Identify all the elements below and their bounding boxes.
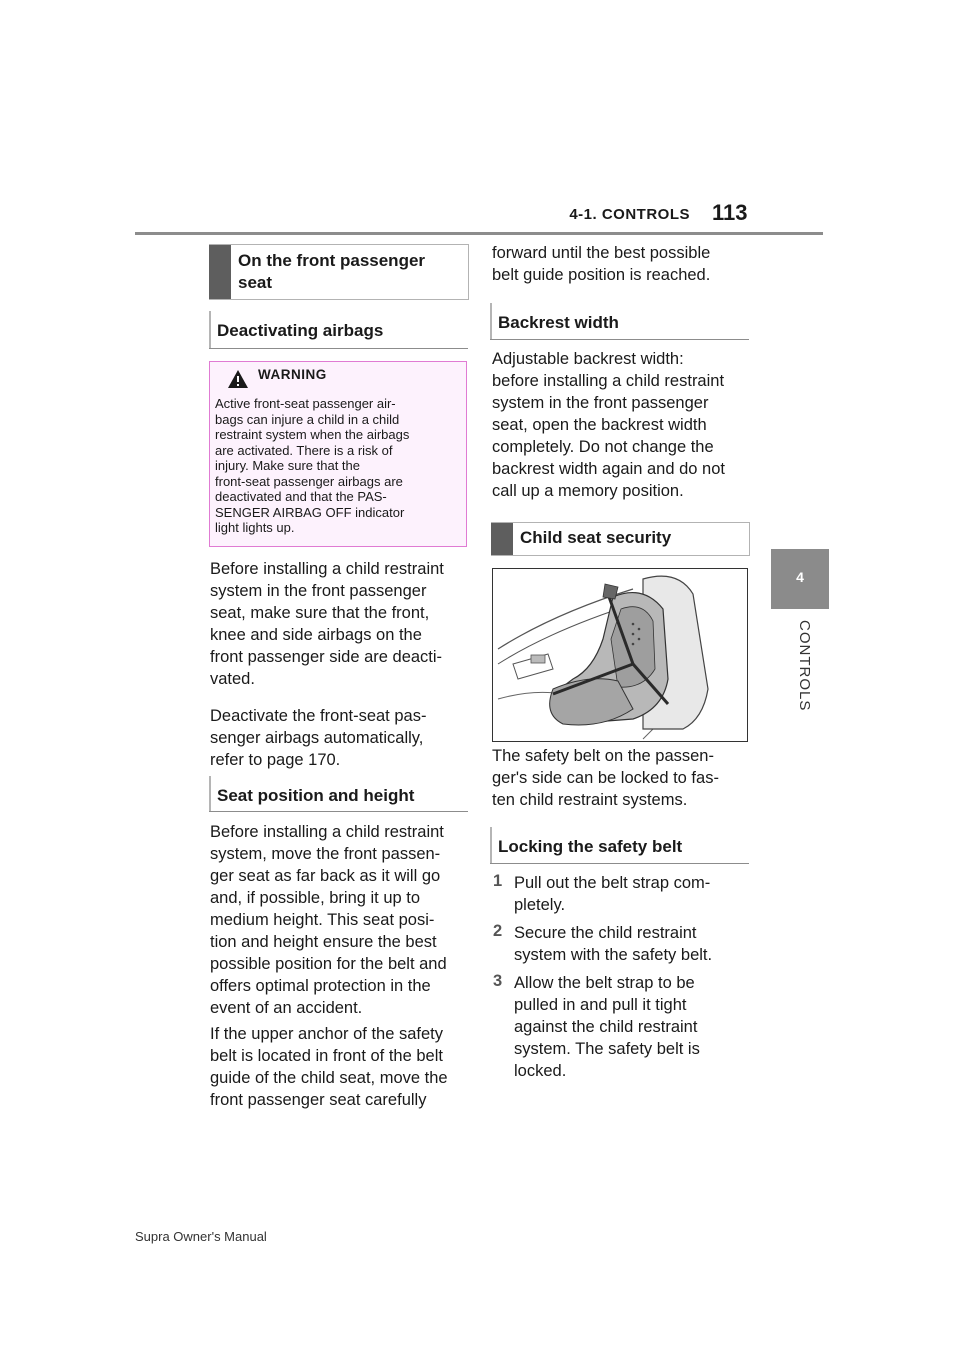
heading-bar	[209, 776, 211, 811]
text-line: pulled in and pull it tight	[514, 996, 687, 1014]
heading-bar	[490, 827, 492, 863]
text-line: guide of the child seat, move the	[210, 1069, 448, 1087]
heading-locking-safety-belt	[490, 827, 749, 864]
paragraph-safety-belt	[492, 745, 754, 811]
text-line: Adjustable backrest width:	[492, 350, 684, 368]
text-line: medium height. This seat posi-	[210, 911, 435, 929]
text-line: system, move the front passen-	[210, 845, 441, 863]
text-line: locked.	[514, 1062, 567, 1080]
text-line: seat, open the backrest width	[492, 416, 707, 434]
text-line: pletely.	[514, 896, 566, 914]
warning-line: restraint system when the airbags	[215, 427, 410, 442]
text-line: before installing a child restraint	[492, 372, 725, 390]
warning-triangle-icon	[227, 369, 249, 389]
text-line: Before installing a child restraint	[210, 823, 444, 841]
heading-backrest-width	[490, 303, 749, 340]
step-text	[514, 922, 754, 966]
text-line: tion and height ensure the best	[210, 933, 437, 951]
text-line: Pull out the belt strap com-	[514, 874, 711, 892]
text-line: If the upper anchor of the safety	[210, 1025, 443, 1043]
child-seat-illustration	[492, 568, 748, 742]
paragraph-continued	[492, 242, 754, 286]
warning-line: injury. Make sure that the	[215, 458, 360, 473]
text-line: and, if possible, bring it up to	[210, 889, 421, 907]
heading-child-seat-security	[491, 522, 750, 556]
chapter-label	[787, 620, 827, 730]
text-line: Deactivate the front-seat pas-	[210, 707, 427, 725]
paragraph-deactivate-automatically	[210, 705, 470, 771]
text-line: possible position for the belt and	[210, 955, 447, 973]
text-line: completely. Do not change the	[492, 438, 714, 456]
paragraph-upper-anchor	[210, 1023, 472, 1111]
warning-line: bags can injure a child in a child	[215, 411, 400, 427]
heading-text: On the front passenger seat	[238, 251, 426, 292]
paragraph-before-installing	[210, 558, 470, 690]
warning-line: are activated. There is a risk of	[215, 442, 393, 458]
child-seat-drawing	[493, 569, 747, 741]
warning-line: deactivated and that the PAS-	[215, 489, 387, 504]
paragraph-backrest-width	[492, 348, 754, 502]
text-line: call up a memory position.	[492, 482, 684, 500]
text-line: ger seat as far back as it will go	[210, 867, 441, 885]
heading-bar	[490, 303, 492, 339]
header-rule	[135, 232, 823, 235]
text-line: event of an accident.	[210, 999, 363, 1017]
text-line: front passenger side are deacti-	[210, 648, 443, 666]
text-line: seat, make sure that the front,	[210, 604, 430, 622]
heading-text: Seat position and height	[217, 786, 415, 805]
text-line: Allow the belt strap to be	[514, 974, 695, 992]
step-number: 3	[493, 972, 503, 990]
text-line: system. The safety belt is	[514, 1040, 700, 1058]
text-line: front passenger seat carefully	[210, 1091, 427, 1109]
heading-block-bar	[491, 523, 513, 555]
text-line: ten child restraint systems.	[492, 791, 688, 809]
text-line: knee and side airbags on the	[210, 626, 422, 644]
warning-line: front-seat passenger airbags are	[215, 473, 403, 489]
text-line: The safety belt on the passen-	[492, 747, 714, 765]
section-title: 4-1. CONTROLS	[569, 206, 690, 223]
text-line: forward until the best possible	[492, 244, 711, 262]
chapter-number: 4	[796, 569, 804, 585]
heading-text: Child seat security	[520, 528, 672, 547]
warning-line: Active front-seat passenger air-	[215, 396, 396, 411]
text-line: offers optimal protection in the	[210, 977, 431, 995]
heading-text: Locking the safety belt	[498, 837, 683, 856]
warning-text	[215, 396, 465, 536]
warning-title: WARNING	[258, 367, 327, 382]
step-number: 2	[493, 922, 503, 940]
heading-text: Backrest width	[498, 313, 619, 332]
text-line: ger's side can be locked to fas-	[492, 769, 719, 787]
chapter-label-text: CONTROLS	[796, 620, 813, 712]
heading-block-bar	[209, 245, 231, 299]
footer-manual-name: Supra Owner's Manual	[135, 1229, 267, 1244]
paragraph-seat-position	[210, 821, 472, 1019]
text-line: vated.	[210, 670, 255, 688]
text-line: belt guide position is reached.	[492, 266, 711, 284]
warning-line: light lights up.	[215, 520, 295, 535]
heading-bar	[209, 311, 211, 348]
text-line: Before installing a child restraint	[210, 560, 444, 578]
heading-text: Deactivating airbags	[217, 321, 384, 340]
text-line: backrest width again and do not	[492, 460, 725, 478]
step-number: 1	[493, 872, 503, 890]
text-line: belt is located in front of the belt	[210, 1047, 443, 1065]
page-number: 113	[712, 200, 748, 225]
text-line: system in the front passenger	[492, 394, 709, 412]
step-text	[514, 972, 754, 1082]
step-text	[514, 872, 754, 916]
heading-deactivating-airbags	[209, 311, 468, 349]
text-line: senger airbags automatically,	[210, 729, 424, 747]
text-line: system with the safety belt.	[514, 946, 713, 964]
text-line: Secure the child restraint	[514, 924, 697, 942]
text-line: refer to page 170.	[210, 751, 341, 769]
warning-line: SENGER AIRBAG OFF indicator	[215, 504, 405, 520]
heading-seat-position	[209, 776, 468, 812]
text-line: system in the front passenger	[210, 582, 427, 600]
text-line: against the child restraint	[514, 1018, 698, 1036]
heading-front-passenger-seat	[209, 244, 469, 300]
